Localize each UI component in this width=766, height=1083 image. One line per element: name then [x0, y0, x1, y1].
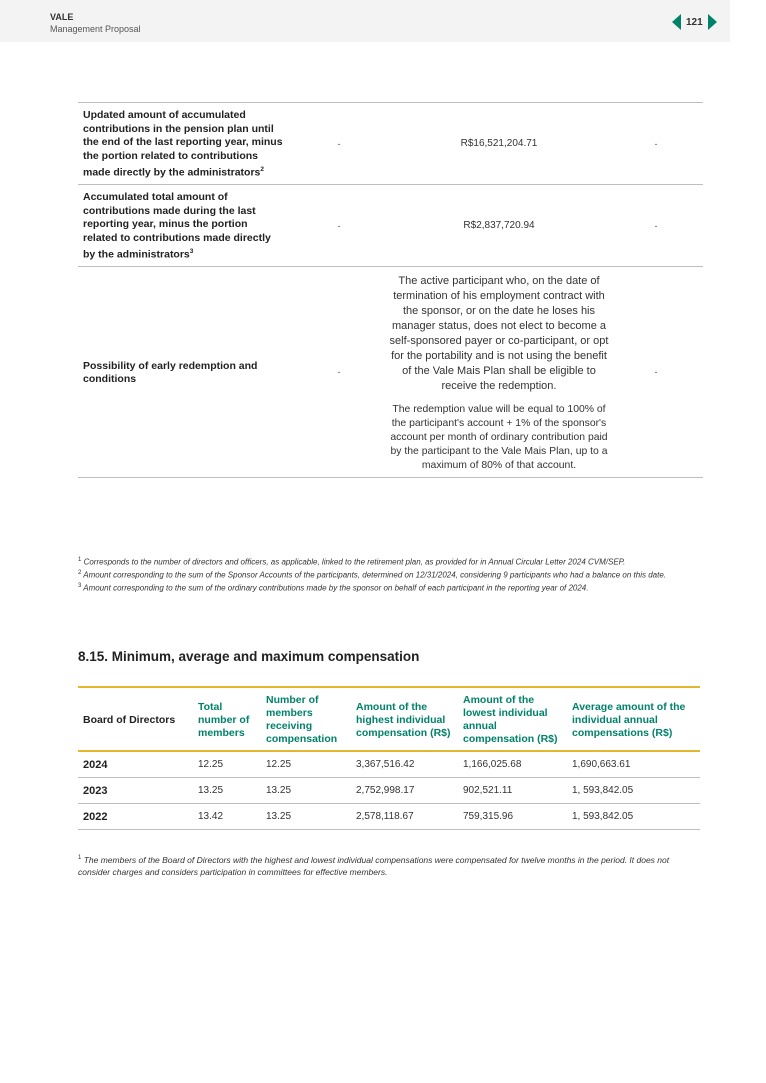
- table-cell: 1, 593,842.05: [567, 778, 700, 804]
- pension-plan-table: [78, 102, 703, 478]
- redemption-paragraph: The redemption value will be equal to 100% of the participant's account + 1% of the sponsor's account per month of ordinary contribution paid by the participant to the Vale Mais Plan, up to a maximum of 80% of that account.: [390, 404, 608, 471]
- footnotes: [78, 555, 693, 594]
- footnote: $^1$ Corresponds to the number of directors and officers, as applicable, linked to the retirement plan, as provided for in Annual Circular Letter 2024 CVM/SEP.: [78, 557, 626, 567]
- column-header: Number of members receiving compensation: [261, 687, 351, 751]
- table-cell: 13.42: [193, 804, 261, 830]
- page-navigator: [672, 14, 717, 30]
- table-cell: 12.25: [193, 751, 261, 778]
- footnote-mark: 3: [189, 248, 194, 255]
- next-page-icon[interactable]: [708, 14, 717, 30]
- table-cell: 1, 593,842.05: [567, 804, 700, 830]
- column-header: Average amount of the individual annual compensations (R$): [567, 687, 700, 751]
- table-cell: 759,315.96: [458, 804, 567, 830]
- table-cell: R$2,837,720.94: [389, 185, 609, 267]
- table-cell: 12.25: [261, 751, 351, 778]
- table-cell: 13.25: [261, 804, 351, 830]
- footnote: $^3$ Amount corresponding to the sum of the ordinary contributions made by the sponsor on behalf of each participant in the reporting year of 2024.: [78, 583, 589, 593]
- table-cell: 13.25: [261, 778, 351, 804]
- table-row: [78, 185, 703, 267]
- table-cell: 1,690,663.61: [567, 751, 700, 778]
- table-cell: -: [289, 103, 389, 185]
- table-row: [78, 778, 700, 804]
- section-title: 8.15. Minimum, average and maximum compensation: [78, 649, 420, 664]
- page-header: [0, 0, 730, 42]
- footnote: $^2$ Amount corresponding to the sum of the Sponsor Accounts of the participants, determined on 12/31/2024, considering 9 participants who had a balance on this date.: [78, 570, 667, 580]
- redemption-paragraph: The active participant who, on the date of termination of his employment contract with the sponsor, or on the date he loses his manager status, does not elect to become a self-sponsored payer or co-participant, or opt for the portability and is not using the benefit of the Vale Mais Plan shall be eligible to receive the redemption.: [389, 275, 609, 392]
- table-cell: -: [289, 267, 389, 478]
- row-label: Possibility of early redemption and conditions: [78, 267, 289, 478]
- table-row: [78, 751, 700, 778]
- row-label: Accumulated total amount of contributions made during the last reporting year, minus the portion related to contributions made directly by the administrators$^3$: [78, 185, 289, 267]
- table-header-row: [78, 687, 700, 751]
- column-header: Amount of the highest individual compensation (R$): [351, 687, 458, 751]
- table-cell: 902,521.11: [458, 778, 567, 804]
- table-cell: 1,166,025.68: [458, 751, 567, 778]
- table-cell: -: [609, 103, 703, 185]
- table-row: [78, 804, 700, 830]
- redemption-conditions: [389, 267, 609, 477]
- column-header: Total number of members: [193, 687, 261, 751]
- table-cell: 2,752,998.17: [351, 778, 458, 804]
- year-cell: 2024: [78, 751, 193, 778]
- row-label: Updated amount of accumulated contributions in the pension plan until the end of the last reporting year, minus the portion related to contributions made directly by the administrators$^2$: [78, 103, 289, 185]
- brand-name: VALE: [50, 12, 74, 22]
- footnote: $^1$ The members of the Board of Directors with the highest and lowest individual compensations were compensated for twelve months in the period. It does not consider charges and considers participation in committees for effective members.: [78, 854, 670, 877]
- column-header: Board of Directors: [78, 687, 193, 751]
- table-cell: 2,578,118.67: [351, 804, 458, 830]
- table-cell: -: [289, 185, 389, 267]
- brand-block: [50, 11, 141, 35]
- column-header: Amount of the lowest individual annual compensation (R$): [458, 687, 567, 751]
- year-cell: 2023: [78, 778, 193, 804]
- table-cell: 13.25: [193, 778, 261, 804]
- table-cell: [389, 267, 609, 478]
- page-number: 121: [686, 16, 703, 28]
- table-row: [78, 267, 703, 478]
- compensation-table: [78, 686, 700, 830]
- footnote-mark: 2: [260, 166, 265, 173]
- previous-page-icon[interactable]: [672, 14, 681, 30]
- table-row: [78, 103, 703, 185]
- table-cell: 3,367,516.42: [351, 751, 458, 778]
- table-cell: -: [609, 267, 703, 478]
- year-cell: 2022: [78, 804, 193, 830]
- table-cell: -: [609, 185, 703, 267]
- document-subtitle: Management Proposal: [50, 24, 141, 34]
- table-cell: R$16,521,204.71: [389, 103, 609, 185]
